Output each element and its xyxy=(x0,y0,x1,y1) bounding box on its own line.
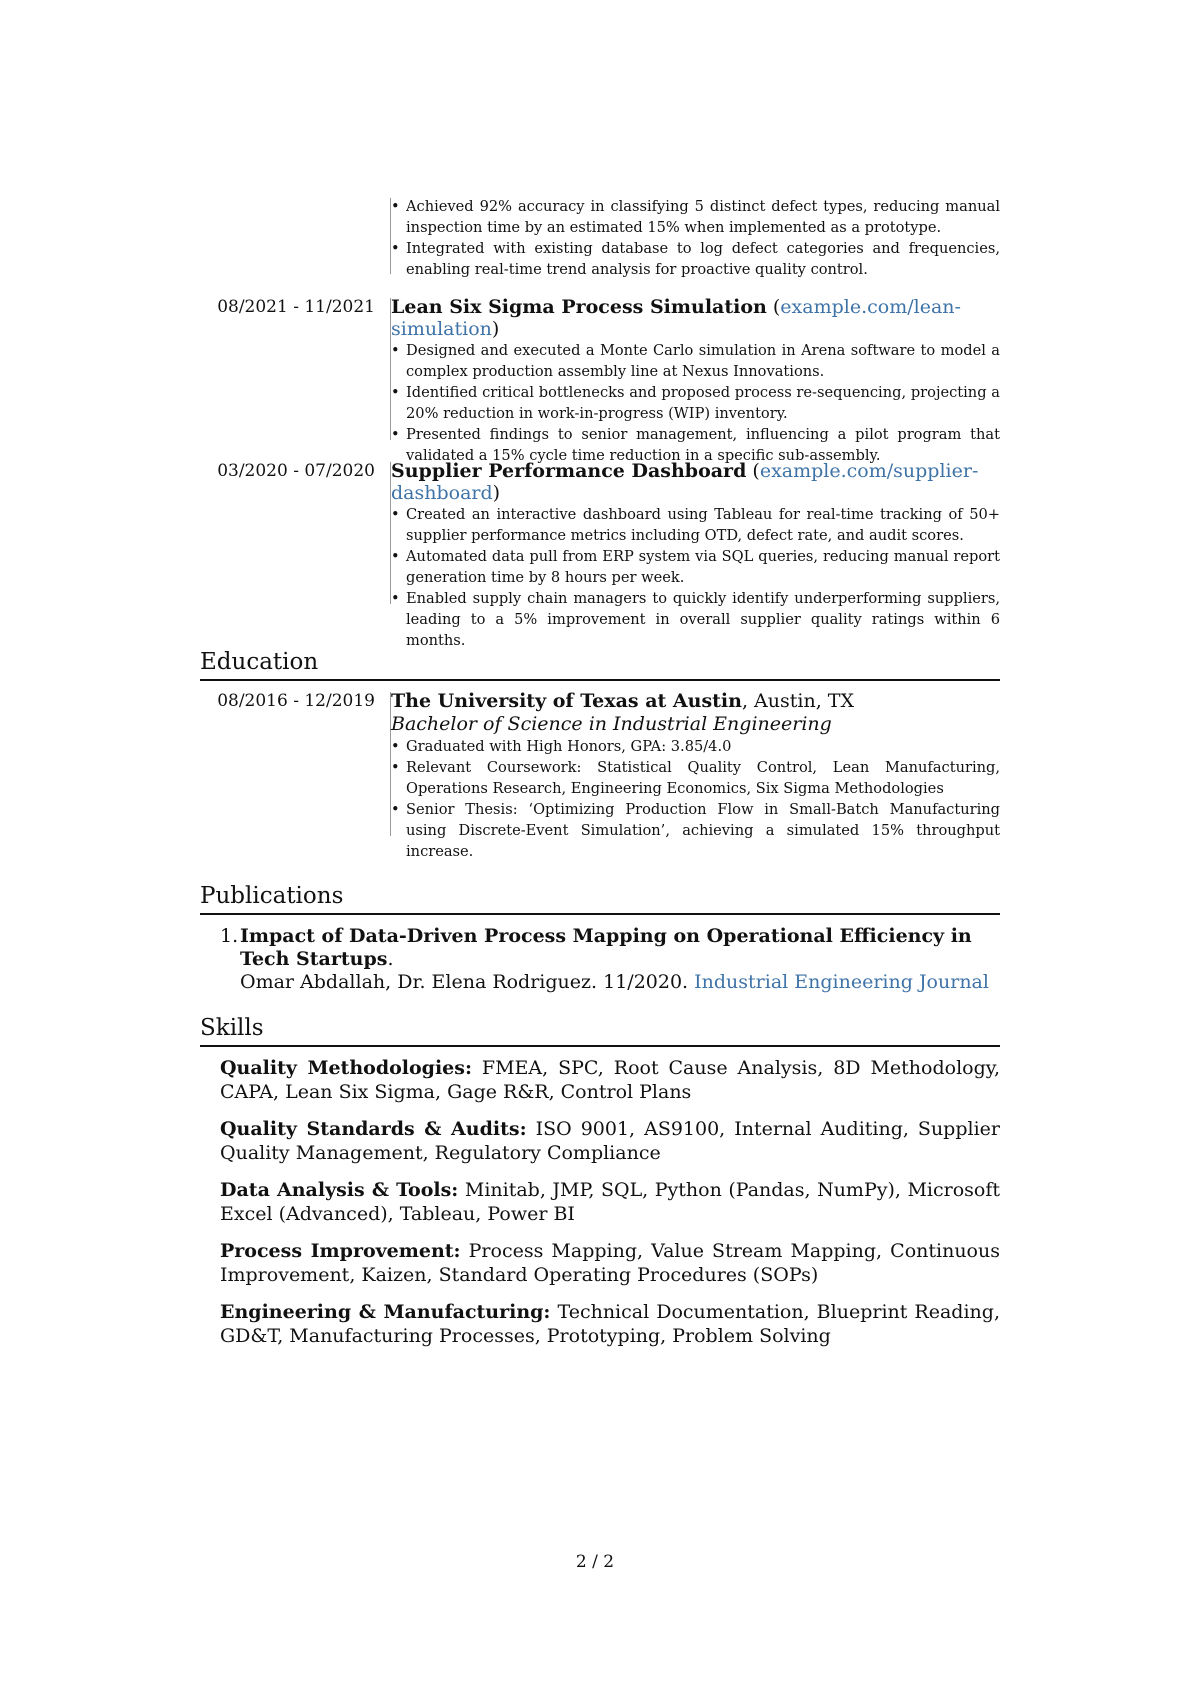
skill-text: FMEA, SPC, Root Cause Analysis, 8D Methodology, CAPA, Lean Six Sigma, Gage R&R, Control Plans xyxy=(220,1057,1000,1103)
publication-text: Impact of Data-Driven Process Mapping on Operational Efficiency in Tech Startups. Omar Abdallah, Dr. Elena Rodriguez. 11/2020. Industrial Engineering Journal xyxy=(240,925,989,993)
project-link[interactable]: example.com/supplier-dashboard xyxy=(391,460,979,504)
list-item: • Graduated with High Honors, GPA: 3.85/4.0 xyxy=(391,736,1000,757)
skill-text: Minitab, JMP, SQL, Python (Pandas, NumPy), Microsoft Excel (Advanced), Tableau, Power BI xyxy=(220,1179,1000,1225)
section-heading: Education xyxy=(200,649,319,675)
list-item: • Relevant Coursework: Statistical Quality Control, Lean Manufacturing, Operations Research, Engineering Economics, Six Sigma Methodologies xyxy=(391,757,1000,799)
publications-section-header xyxy=(200,881,1000,915)
page-number: 2 / 2 xyxy=(575,1552,615,1572)
link-open-paren: ( xyxy=(772,296,781,318)
skill-row-process-improvement xyxy=(220,1239,1000,1287)
skill-label: Process Improvement: xyxy=(220,1240,461,1262)
skill-text: Technical Documentation, Blueprint Reading, GD&T, Manufacturing Processes, Prototyping, Problem Solving xyxy=(220,1301,1000,1347)
skills-section-header xyxy=(200,1013,1000,1047)
project-body xyxy=(391,296,1000,466)
school-name: The University of Texas at Austin xyxy=(391,690,742,712)
project-title: Lean Six Sigma Process Simulation xyxy=(391,296,767,318)
project-date: 03/2020 - 07/2020 xyxy=(217,461,375,481)
skill-label: Quality Standards & Audits: xyxy=(220,1118,527,1140)
section-divider xyxy=(200,1045,1000,1047)
skill-row-quality-methodologies xyxy=(220,1056,1000,1104)
education-bullets xyxy=(391,736,1000,862)
section-divider xyxy=(200,913,1000,915)
degree-title: Bachelor of Science in Industrial Engineering xyxy=(391,713,832,735)
skill-text: Process Mapping, Value Stream Mapping, Continuous Improvement, Kaizen, Standard Operating Procedures (SOPs) xyxy=(220,1240,1000,1286)
list-item: • Automated data pull from ERP system via SQL queries, reducing manual report generation time by 8 hours per week. xyxy=(391,546,1000,588)
publication-title: Impact of Data-Driven Process Mapping on Operational Efficiency in Tech Startups xyxy=(240,925,972,970)
education-school-line xyxy=(391,690,1000,712)
school-location: , Austin, TX xyxy=(741,690,854,712)
project-date: 08/2021 - 11/2021 xyxy=(217,297,375,317)
section-divider xyxy=(200,679,1000,681)
project-link[interactable]: example.com/lean-simulation xyxy=(391,296,961,340)
project-body xyxy=(391,196,1000,280)
list-item: • Achieved 92% accuracy in classifying 5 distinct defect types, reducing manual inspection time by an estimated 15% when implemented as a prototype. xyxy=(391,196,1000,238)
skill-label: Engineering & Manufacturing: xyxy=(220,1301,551,1323)
project-bullets xyxy=(391,196,1000,280)
list-item: • Senior Thesis: ‘Optimizing Production Flow in Small-Batch Manufacturing using Discrete-Event Simulation’, achieving a simulated 15% throughput increase. xyxy=(391,799,1000,862)
list-item: • Created an interactive dashboard using Tableau for real-time tracking of 50+ supplier performance metrics including OTD, defect rate, and audit scores. xyxy=(391,504,1000,546)
link-close-paren: ) xyxy=(492,482,501,504)
education-date: 08/2016 - 12/2019 xyxy=(217,691,375,711)
project-title: Supplier Performance Dashboard xyxy=(391,460,747,482)
skill-row-engineering-manufacturing xyxy=(220,1300,1000,1348)
education-body xyxy=(391,690,1000,862)
publication-venue-link[interactable]: Industrial Engineering Journal xyxy=(694,971,989,993)
link-open-paren: ( xyxy=(752,460,760,482)
list-item: • Enabled supply chain managers to quickly identify underperforming suppliers, leading to a 5% improvement in overall supplier quality ratings within 6 months. xyxy=(391,588,1000,651)
project-body xyxy=(391,460,1000,651)
project-title-line xyxy=(391,296,1000,340)
list-item: • Presented findings to senior management, influencing a pilot program that validated a 15% cycle time reduction in a specific sub-assembly. xyxy=(391,424,1000,466)
project-bullets xyxy=(391,504,1000,651)
list-item: • Integrated with existing database to log defect categories and frequencies, enabling real-time trend analysis for proactive quality control. xyxy=(391,238,1000,280)
skill-row-data-analysis xyxy=(220,1178,1000,1226)
skill-row-quality-standards xyxy=(220,1117,1000,1165)
list-item: • Identified critical bottlenecks and proposed process re-sequencing, projecting a 20% reduction in work-in-progress (WIP) inventory. xyxy=(391,382,1000,424)
link-close-paren: ) xyxy=(491,318,500,340)
publication-number: 1. xyxy=(220,925,239,947)
skill-text: ISO 9001, AS9100, Internal Auditing, Supplier Quality Management, Regulatory Compliance xyxy=(220,1118,1000,1164)
skill-label: Quality Methodologies: xyxy=(220,1057,472,1079)
project-title-line xyxy=(391,460,1000,504)
skill-label: Data Analysis & Tools: xyxy=(220,1179,459,1201)
publication-authors: Omar Abdallah, Dr. Elena Rodriguez. 11/2020. xyxy=(240,971,689,993)
section-heading: Publications xyxy=(200,883,344,909)
project-bullets xyxy=(391,340,1000,466)
list-item: • Designed and executed a Monte Carlo simulation in Arena software to model a complex production assembly line at Nexus Innovations. xyxy=(391,340,1000,382)
section-heading: Skills xyxy=(200,1015,264,1041)
education-section-header xyxy=(200,647,1000,681)
